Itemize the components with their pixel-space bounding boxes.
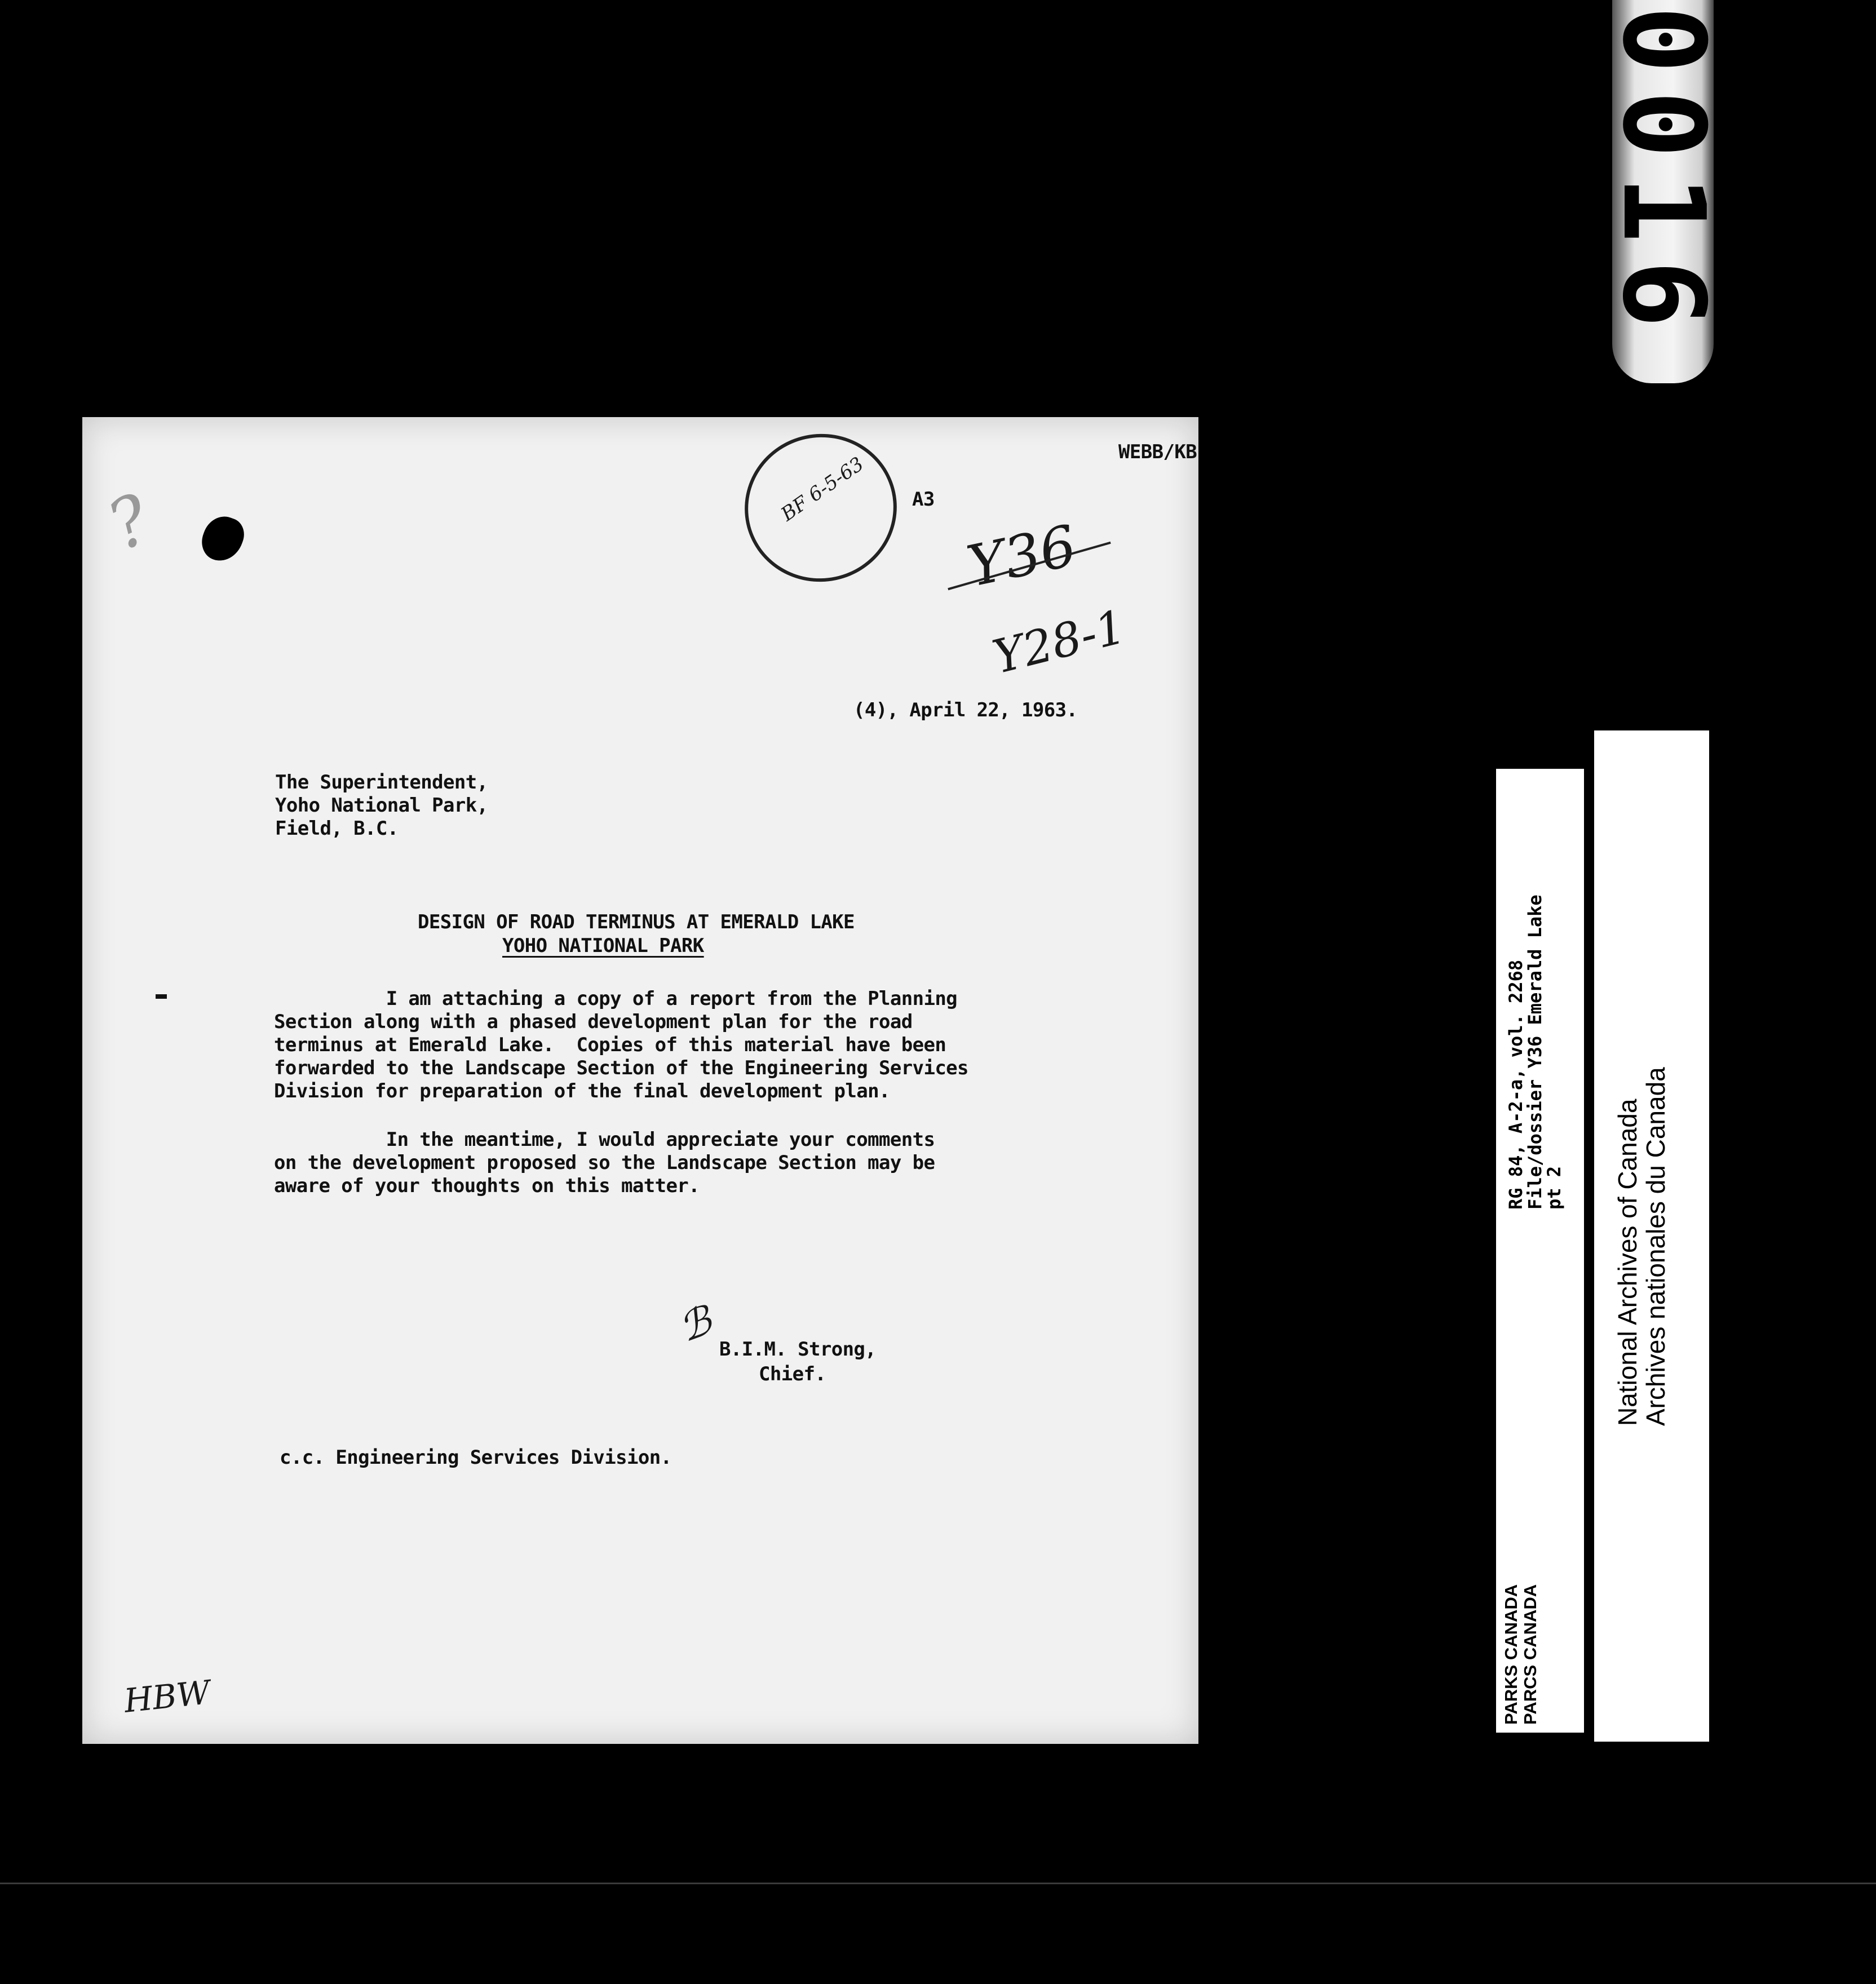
letter-page (82, 417, 1198, 1744)
signatory-title: Chief. (759, 1363, 826, 1385)
frame-number: 0016 (1598, 6, 1729, 345)
sheet-mark: A3 (912, 488, 935, 511)
reference-code: WEBB/KB (1118, 441, 1197, 463)
parks-canada-label: PARKS CANADA PARCS CANADA (1501, 1584, 1540, 1725)
subject-line-park: YOHO NATIONAL PARK (502, 935, 704, 957)
carbon-copy-line: c.c. Engineering Services Division. (280, 1446, 672, 1469)
subject-line: DESIGN OF ROAD TERMINUS AT EMERALD LAKE (418, 911, 855, 933)
archival-reference-label: RG 84, A-2-a, vol. 2268 File/dossier Y36 Emerald Lake pt 2 (1505, 894, 1565, 1210)
file-number-secondary: Y28-1 (988, 600, 1131, 685)
file-number-primary: Y36 (961, 512, 1082, 600)
body-paragraph: I am attaching a copy of a report from the Planning Section along with a phased development plan for the road terminus at Emerald Lake. Copies of this material have been forwarded to the Landscape Section of the Engineering Services Division for preparation of the final development plan. (274, 987, 968, 1102)
signatory-name: B.I.M. Strong, (719, 1338, 877, 1361)
signature-scrawl: ℬ (672, 1297, 718, 1351)
body-paragraph: In the meantime, I would appreciate your comments on the development proposed so the Landscape Section may be aware of your thoughts on this matter. (274, 1128, 935, 1197)
margin-pencil-mark: ? (96, 479, 163, 566)
received-stamp (731, 420, 911, 596)
national-archives-label: National Archives of Canada Archives nationales du Canada (1613, 1067, 1670, 1426)
date-line: (4), April 22, 1963. (853, 699, 1078, 721)
addressee-block: The Superintendent, Yoho National Park, Field, B.C. (275, 771, 488, 840)
margin-dash (156, 994, 167, 999)
ink-blot (196, 511, 249, 566)
film-edge-line (0, 1883, 1876, 1884)
handwritten-initials: HBW (122, 1673, 212, 1720)
received-stamp-text: BF 6-5-63 (777, 453, 868, 526)
